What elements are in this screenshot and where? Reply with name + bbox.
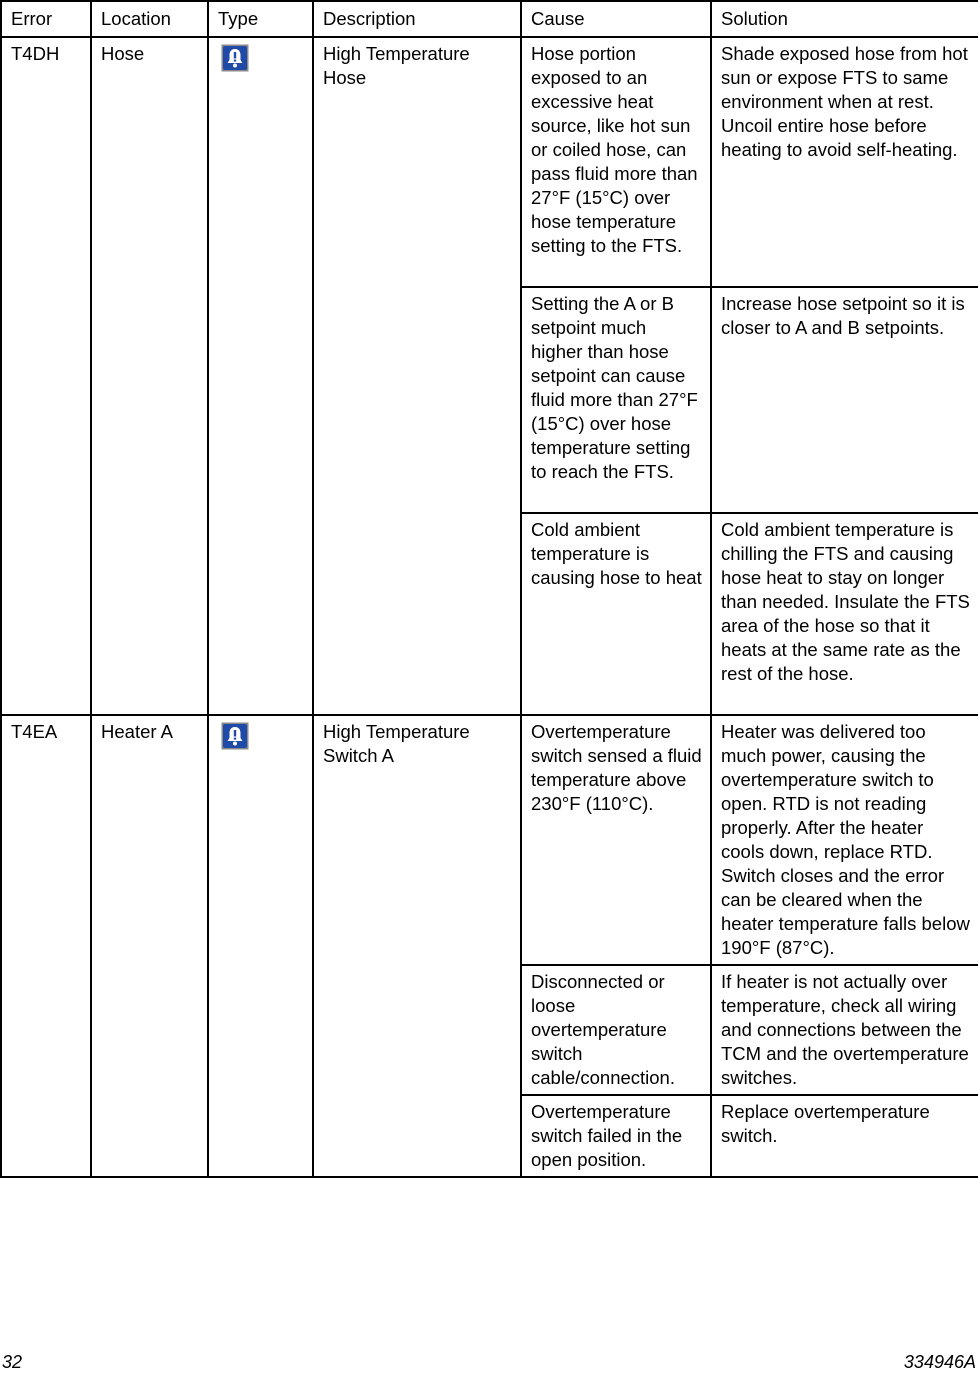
header-cause: Cause xyxy=(521,1,711,37)
cause-cell: Overtemperature switch sensed a fluid temperature above 230°F (110°C). xyxy=(521,715,711,965)
description-cell: High Temperature Hose xyxy=(313,37,521,715)
table-row xyxy=(1,37,978,287)
cause-cell: Setting the A or B setpoint much higher than hose setpoint can cause fluid more than 27°F (15°C) over hose temperature setting to reach the FTS. xyxy=(521,287,711,513)
table-header-row xyxy=(1,1,978,37)
page-number: 32 xyxy=(2,1352,23,1372)
solution-cell: Shade exposed hose from hot sun or expose FTS to same environment when at rest. Uncoil entire hose before heating to avoid self-heating. xyxy=(711,37,978,287)
type-cell xyxy=(208,37,313,715)
solution-cell: Cold ambient temperature is chilling the FTS and causing hose heat to stay on longer than needed. Insulate the FTS area of the hose so that it heats at the same rate as the rest of the hose. xyxy=(711,513,978,715)
cause-cell: Disconnected or loose overtemperature switch cable/connection. xyxy=(521,965,711,1095)
description-cell: High Temperature Switch A xyxy=(313,715,521,1177)
header-description: Description xyxy=(313,1,521,37)
document-number: 334946A xyxy=(903,1352,976,1372)
cause-cell: Cold ambient temperature is causing hose to heat xyxy=(521,513,711,715)
header-error: Error xyxy=(1,1,91,37)
type-cell xyxy=(208,715,313,1177)
solution-cell: If heater is not actually over temperature, check all wiring and connections between the TCM and the overtemperature switches. xyxy=(711,965,978,1095)
location-cell: Hose xyxy=(91,37,208,715)
error-code-cell: T4EA xyxy=(1,715,91,1177)
solution-cell: Heater was delivered too much power, causing the overtemperature switch to open. RTD is not reading properly. After the heater cools down, replace RTD. Switch closes and the error can be cleared when the heater temperature falls below 190°F (87°C). xyxy=(711,715,978,965)
solution-cell: Replace overtemperature switch. xyxy=(711,1095,978,1177)
header-location: Location xyxy=(91,1,208,37)
location-cell: Heater A xyxy=(91,715,208,1177)
header-solution: Solution xyxy=(711,1,978,37)
cause-cell: Overtemperature switch failed in the open position. xyxy=(521,1095,711,1177)
cause-cell: Hose portion exposed to an excessive heat source, like hot sun or coiled hose, can pass fluid more than 27°F (15°C) over hose temperature setting to the FTS. xyxy=(521,37,711,287)
alarm-icon xyxy=(221,722,249,750)
solution-cell: Increase hose setpoint so it is closer to A and B setpoints. xyxy=(711,287,978,513)
alarm-icon xyxy=(221,44,249,72)
table-row xyxy=(1,715,978,965)
error-code-cell: T4DH xyxy=(1,37,91,715)
header-type: Type xyxy=(208,1,313,37)
